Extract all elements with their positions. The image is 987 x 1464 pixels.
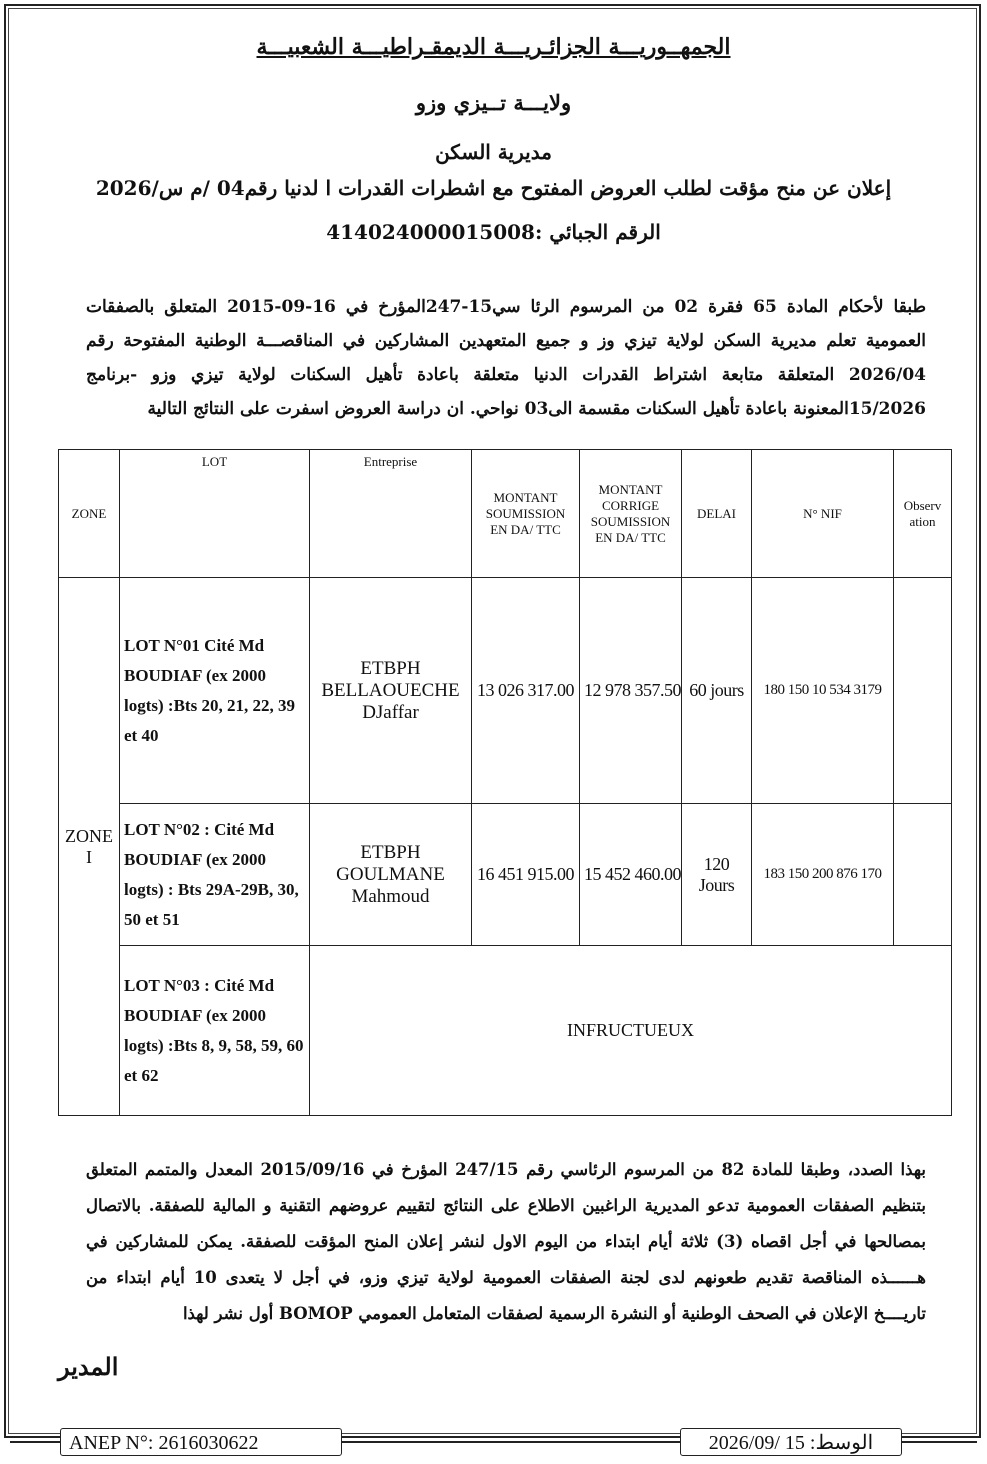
- observation-cell: [894, 578, 952, 804]
- nif-cell: 183 150 200 876 170: [752, 804, 894, 946]
- signature-director: المدير: [58, 1352, 119, 1381]
- entreprise-cell: ETBPH GOULMANE Mahmoud: [310, 804, 472, 946]
- header-montant-corrige: MONTANT CORRIGE SOUMISSION EN DA/ TTC: [580, 450, 682, 578]
- tax-number: الرقم الجبائي :414024000015008: [326, 220, 661, 244]
- entreprise-cell: ETBPH BELLAOUECHE DJaffar: [310, 578, 472, 804]
- footer-line-middle: [342, 1441, 680, 1443]
- header-lot: LOT: [120, 450, 310, 578]
- montant-corrige-cell: 15 452 460.00: [580, 804, 682, 946]
- montant-soumission-cell: 16 451 915.00: [472, 804, 580, 946]
- header-zone: ZONE: [59, 450, 120, 578]
- publication-date: الوسط: 15 /2026/09: [680, 1428, 902, 1456]
- lot-cell: LOT N°02 : Cité Md BOUDIAF (ex 2000 logts) : Bts 29A-29B, 30, 50 et 51: [120, 804, 310, 946]
- results-table: [58, 449, 952, 1116]
- zone-cell: ZONE I: [59, 578, 120, 1116]
- anep-number: ANEP N°: 2616030622: [60, 1428, 342, 1456]
- table-row: [59, 946, 952, 1116]
- observation-cell: [894, 804, 952, 946]
- table-row: [59, 804, 952, 946]
- wilaya-title: ولايـــة تــيزي وزو: [415, 90, 572, 115]
- table-row: [59, 578, 952, 804]
- announcement-title: إعلان عن منح مؤقت لطلب العروض المفتوح مع اشطرات القدرات ا لدنيا رقم04 /م س/2026: [95, 176, 892, 200]
- infructueux-cell: INFRUCTUEUX: [310, 946, 952, 1116]
- intro-paragraph: طبقا لأحكام المادة 65 فقرة 02 من المرسوم الرئا سي15-247المؤرخ في 16-09-2015 المتعلق بالصفقات العمومية تعلم مديرية السكن لولاية تيزي وز و جميع المتعهدين المشاركين في المناقصـــة الوطنية المفتوحة رقم 2026/04 المتعلقة متابعة اشتراط القدرات الدنيا متعلقة باعادة تأهيل السكنات لولاية تيزي وزو -برنامج 15/2026المعنونة باعادة تأهيل السكنات مقسمة الى03 نواحي. ان دراسة العروض اسفرت على النتائج التالية: [86, 297, 926, 419]
- nif-cell: 180 150 10 534 3179: [752, 578, 894, 804]
- header-nif: N° NIF: [752, 450, 894, 578]
- montant-soumission-cell: 13 026 317.00: [472, 578, 580, 804]
- header-entreprise: Entreprise: [310, 450, 472, 578]
- header-montant-soumission: MONTANT SOUMISSION EN DA/ TTC: [472, 450, 580, 578]
- delai-cell: 60 jours: [682, 578, 752, 804]
- delai-cell: 120 Jours: [682, 804, 752, 946]
- closing-paragraph: بهذا الصدد، وطبقا للمادة 82 من المرسوم الرئاسي رقم 247/15 المؤرخ في 2015/09/16 المعدل والمتمم المتعلق بتنظيم الصفقات العمومية تدعو المديرية الراغبين الاطلاع على النتائج لتقييم عروضهم التقنية و المالية للصفقة. بالاتصال بمصالحها في أجل اقصاه (3) ثلاثة أيام ابتداء من اليوم الاول لنشر إعلان المنح المؤقت للصفقة. يمكن للمشاركين في هــــــذه المناقصة تقديم طعونهم لدى لجنة الصفقات العمومية لولاية تيزي وزو، في أجل لا يتعدى 10 أيام ابتداء من تاريــــخ الإعلان في الصحف الوطنية أو النشرة الرسمية لصفقات المتعامل العمومي BOMOP أول نشر لهذا: [86, 1160, 927, 1323]
- montant-corrige-cell: 12 978 357.50: [580, 578, 682, 804]
- table-header-row: [59, 450, 952, 578]
- header-observation: Observ ation: [894, 450, 952, 578]
- lot-cell: LOT N°01 Cité Md BOUDIAF (ex 2000 logts) :Bts 20, 21, 22, 39 et 40: [120, 578, 310, 804]
- footer-line-right: [902, 1441, 977, 1443]
- header-delai: DELAI: [682, 450, 752, 578]
- directorate-title: مديرية السكن: [435, 140, 552, 164]
- republic-title: الجمهــوريـــة الجزائـريـــة الديمقـراطيـــة الشعبيـــة: [256, 34, 731, 60]
- footer-line-left: [10, 1441, 60, 1443]
- lot-cell: LOT N°03 : Cité Md BOUDIAF (ex 2000 logts) :Bts 8, 9, 58, 59, 60 et 62: [120, 946, 310, 1116]
